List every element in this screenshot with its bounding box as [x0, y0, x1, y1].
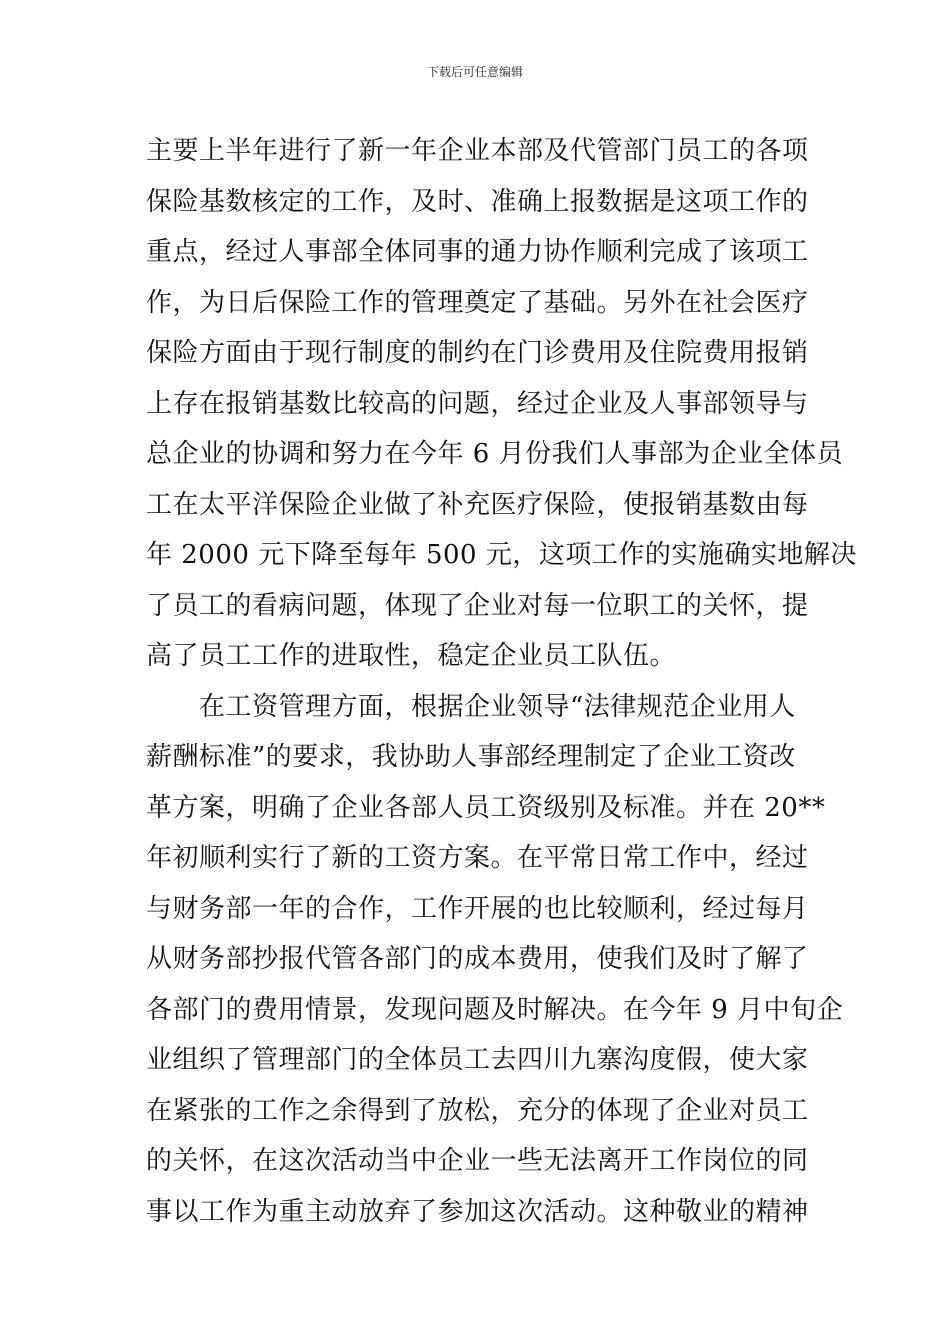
text-line-indented: 在工资管理方面，根据企业领导“法律规范企业用人 — [199, 691, 796, 722]
page-header: 下载后可任意编辑 — [426, 65, 523, 79]
text-line: 重点，经过人事部全体同事的通力协作顺利完成了该项工 — [146, 237, 809, 267]
text-line: 在紧张的工作之余得到了放松，充分的体现了企业对员工 — [146, 1095, 809, 1126]
text-line: 工在太平洋保险企业做了补充医疗保险，使报销基数由每 — [146, 489, 809, 520]
text-line: 各部门的费用情景，发现问题及时解决。在今年 9 月中旬企 — [146, 994, 844, 1025]
text-line: 业组织了管理部门的全体员工去四川九寨沟度假，使大家 — [146, 1045, 809, 1075]
text-line: 革方案，明确了企业各部人员工资级别及标准。并在 20** — [146, 792, 826, 823]
paragraph-insurance — [146, 126, 857, 682]
document-body — [146, 126, 857, 1237]
text-line: 年初顺利实行了新的工资方案。在平常日常工作中，经过 — [146, 843, 809, 873]
text-line: 上存在报销基数比较高的问题，经过企业及人事部领导与 — [146, 388, 809, 419]
text-line: 总企业的协调和努力在今年 6 月份我们人事部为企业全体员 — [146, 439, 844, 469]
text-line: 保险基数核定的工作，及时、准确上报数据是这项工作的 — [146, 186, 809, 217]
text-line: 年 2000 元下降至每年 500 元，这项工作的实施确实地解决 — [146, 540, 857, 570]
text-line: 作，为日后保险工作的管理奠定了基础。另外在社会医疗 — [146, 287, 809, 318]
text-line: 了员工的看病问题，体现了企业对每一位职工的关怀，提 — [146, 590, 809, 621]
text-line: 高了员工工作的进取性，稳定企业员工队伍。 — [146, 641, 677, 671]
text-line: 薪酬标准”的要求，我协助人事部经理制定了企业工资改 — [146, 742, 796, 772]
text-line: 保险方面由于现行制度的制约在门诊费用及住院费用报销 — [146, 338, 809, 368]
text-line: 从财务部抄报代管各部门的成本费用，使我们及时了解了 — [146, 944, 809, 974]
text-line: 的关怀，在这次活动当中企业一些无法离开工作岗位的同 — [146, 1146, 809, 1176]
text-line: 主要上半年进行了新一年企业本部及代管部门员工的各项 — [146, 136, 809, 166]
paragraph-salary — [146, 682, 844, 1238]
text-line: 与财务部一年的合作，工作开展的也比较顺利，经过每月 — [146, 893, 809, 924]
text-line: 事以工作为重主动放弃了参加这次活动。这种敬业的精神 — [146, 1196, 809, 1227]
